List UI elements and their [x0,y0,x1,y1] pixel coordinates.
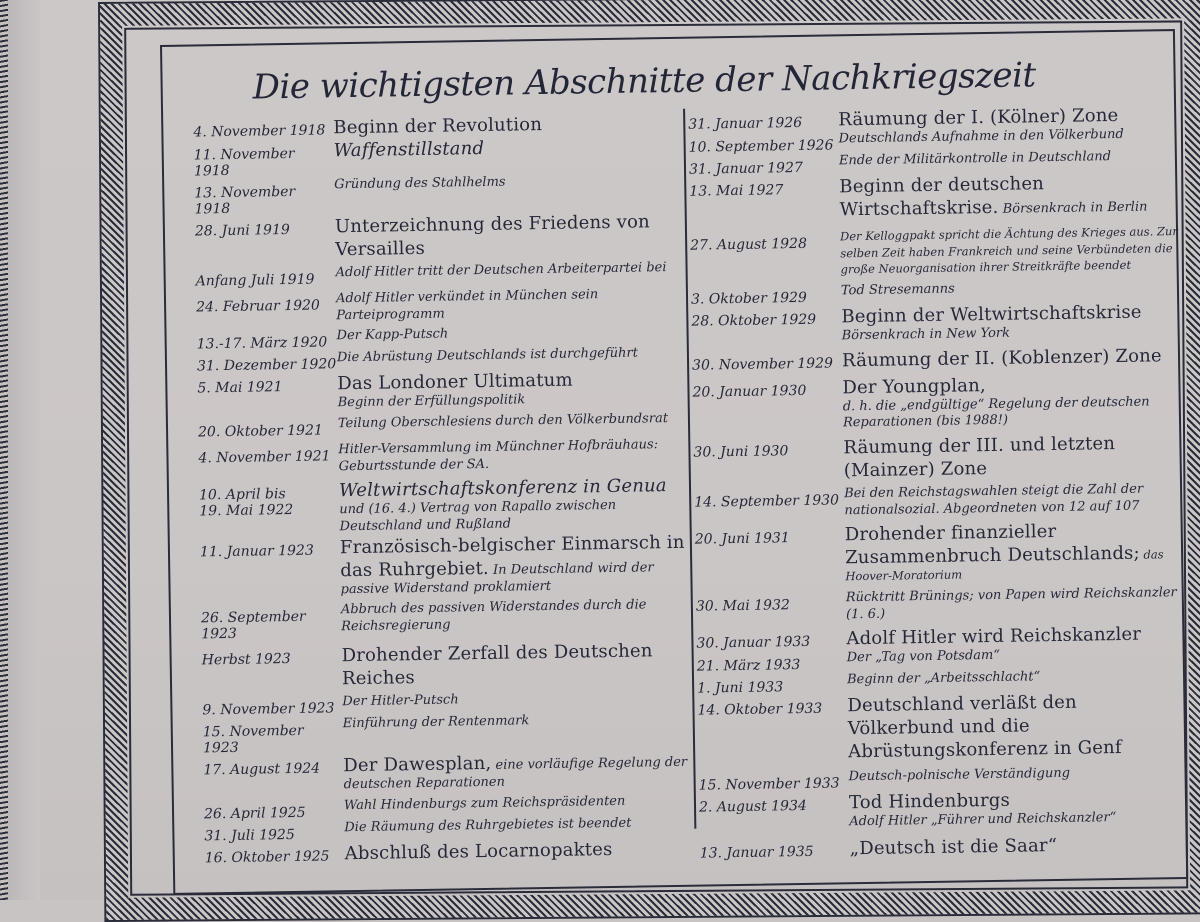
timeline-entry [697,689,1188,766]
entry-event [841,300,1182,345]
entry-date: 16. Oktober 1925 [204,848,330,867]
entry-date: Herbst 1923 [201,651,291,669]
event-text: und (16. 4.) Vertrag von Rapallo zwischen Deutschland und Rußland [339,498,617,535]
event-text: Beginn der „Arbeitsschlacht“ [846,669,1041,688]
event-text: Gründung des Stahlhelms [334,174,506,193]
entry-event [839,170,1180,221]
adjacent-page-edge [0,0,40,900]
timeline-entry [694,481,1184,522]
timeline-entry [696,585,1186,626]
timeline-entry [695,518,1186,588]
timeline-entry [201,597,687,643]
timeline-entry [201,639,687,693]
event-text: Beginn der Revolution [333,114,543,139]
event-text: Bei den Reichstagswahlen steigt die Zahl der nationalsozial. Abgeordneten von 12 auf 107 [844,481,1144,518]
entry-date: 17. August 1924 [203,760,321,779]
event-text: Tod Hindenburgs [848,790,1011,814]
entry-event [343,749,689,794]
event-text: Deutschland verläßt den Völkerbund und die Abrüstungskonferenz in Genf [847,691,1122,763]
entry-event [847,689,1188,763]
timeline-entry [199,474,685,538]
entry-date: 9. November 1923 [202,700,335,719]
timeline-entry [690,224,1181,282]
entry-event [340,530,686,598]
event-text: Drohender Zerfall des Deutschen Reiches [341,640,653,690]
entry-event [845,518,1186,586]
entry-event [338,437,683,476]
event-text: Hitler-Versammlung im Münchner Hofbräuhaus: Geburtsstunde der SA. [338,437,659,474]
entry-event [849,786,1190,831]
event-text: d. h. die „endgültige“ Regelung der deutschen Reparationen (bis 1988!) [842,394,1150,431]
entry-date: 10. September 1926 [688,137,834,156]
timeline-box [160,29,1188,895]
timeline-entry [200,530,686,600]
event-text: Einführung der Rentenmark [342,713,530,732]
entry-event [840,224,1181,279]
event-text: eine vorläufige Regelung der deutschen Reparationen [343,755,688,793]
event-text: Drohender finanzieller Zusammenbruch Deutschlands; [844,521,1140,569]
page-title: Die wichtigsten Abschnitte der Nachkriegszeit [252,55,1036,108]
timeline-column-right [688,103,1190,863]
entry-date: 27. August 1928 [690,235,808,254]
timeline-entry [700,832,1190,863]
event-text: „Deutsch ist die Saar“ [849,834,1058,860]
event-text: Räumung der III. und letzten (Mainzer) Zone [843,432,1116,482]
event-text: Deutschlands Aufnahme in den Völkerbund [838,126,1124,147]
timeline-entry [197,367,683,414]
entry-event [334,134,679,162]
event-text: Französisch-belgischer Einmarsch in das Ruhrgebiet. [339,531,685,581]
timeline-entry [692,371,1183,435]
entry-date: 31. Januar 1927 [688,159,803,178]
entry-date: 21. März 1933 [696,657,801,675]
entry-date: 13. Januar 1935 [699,843,814,862]
entry-date: 3. Oktober 1929 [690,289,808,308]
event-text: Unterzeichnung des Friedens von Versailles [334,211,651,261]
event-text: Beginn der deutschen Wirtschaftskrise. [839,173,1045,221]
timeline-entry [203,749,689,796]
event-text: Wahl Hindenburgs zum Reichspräsidenten [343,793,626,814]
entry-date: 31. Juli 1925 [204,826,295,845]
timeline-entry [691,300,1182,347]
entry-date: 13. November 1918 [194,183,296,218]
entry-event [850,832,1190,860]
entry-date: 11. Januar 1923 [199,542,314,560]
event-text: Der „Tag von Potsdam“ [846,648,1001,666]
entry-date: 13. Mai 1927 [689,182,784,200]
entry-event [842,344,1182,372]
entry-event [841,278,1181,300]
entry-date: 31. Januar 1926 [688,114,803,133]
entry-date: 30. Mai 1932 [695,597,790,615]
entry-event [336,323,681,345]
entry-event [339,474,685,536]
entry-date: 31. Dezember 1920 [196,356,337,375]
event-text: In Deutschland wird der passive Widerstand proklamiert [340,559,654,597]
event-text: Deutsch-polnische Verständigung [848,766,1071,785]
entry-date: 30. Juni 1930 [693,443,789,461]
timeline-entry [196,286,681,327]
timeline-entry [689,170,1180,224]
event-text: Teilung Oberschlesiens durch den Völkerbundsrat [337,411,669,432]
event-text: Abschluß des Locarnopaktes [344,838,613,865]
entry-date: 15. November 1933 [698,775,840,794]
entry-date: 24. Februar 1920 [196,297,320,316]
event-text: Beginn der Erfüllungspolitik [337,392,526,411]
entry-date: 4. November 1918 [193,122,326,141]
event-text: Adolf Hitler tritt der Deutschen Arbeiterpartei bei [335,260,667,281]
entry-date: Anfang Juli 1919 [195,271,315,290]
entry-event [844,481,1184,520]
entry-event [345,837,690,865]
timeline-entry [198,437,683,478]
event-text: Der Youngplan, [842,374,987,398]
entry-date: 30. November 1929 [691,355,834,374]
entry-event [848,764,1188,786]
adjacent-page-border-ornament [0,0,8,900]
event-text: Waffenstillstand [333,137,485,162]
entry-date: 26. April 1925 [203,804,306,823]
entry-date: 5. Mai 1921 [197,379,283,397]
event-text: das Hoover-Moratorium [845,547,1164,584]
entry-event [344,793,689,815]
event-text: Adolf Hitler „Führer und Reichskanzler“ [849,810,1117,830]
event-text: Der Dawesplan, [343,753,492,777]
event-text: Beginn der Weltwirtschaftskrise [841,301,1142,328]
entry-event [842,371,1183,433]
timeline-entry [693,431,1184,485]
event-text: Adolf Hitler verkündet in München sein Parteiprogramm [335,287,599,323]
timeline-entry [196,260,681,290]
entry-date: 26. September 1923 [200,609,306,643]
entry-date: 20. Januar 1930 [692,382,807,401]
entry-event [335,210,681,261]
entry-date: 20. Oktober 1921 [197,422,323,441]
entry-event [843,431,1184,482]
entry-event [341,597,686,636]
entry-date: 1. Juni 1933 [697,679,784,697]
timeline-entry [198,411,683,441]
event-text: Börsenkrach in Berlin [998,199,1148,217]
entry-event [846,585,1186,624]
event-text: Börsenkrach in New York [841,325,1011,344]
entry-date: 15. November 1923 [202,723,304,757]
event-text: Räumung der II. (Koblenzer) Zone [841,344,1162,371]
event-text: Weltwirtschaftskonferenz in Genua [338,475,667,502]
entry-date: 14. September 1930 [694,492,840,511]
event-text: Die Räumung des Ruhrgebietes ist beendet [344,815,632,836]
event-text: Abbruch des passiven Widerstandes durch die Reichsregierung [340,597,647,635]
entry-date: 20. Juni 1931 [694,530,790,548]
entry-date: 11. November 1918 [193,145,295,180]
event-text: Die Abrüstung Deutschlands ist durchgeführt [336,345,639,366]
entry-date: 10. April bis 19. Mai 1922 [198,486,294,520]
event-text: Ende der Militärkontrolle in Deutschland [838,149,1112,169]
entry-event [336,286,681,325]
event-text: Der Kapp-Putsch [336,326,449,344]
entry-date: 2. August 1934 [698,798,807,816]
event-text: Das Londoner Ultimatum [337,369,573,395]
entry-event [335,260,680,282]
entry-event [338,411,683,433]
entry-date: 13.-17. März 1920 [196,334,328,353]
event-text: Räumung der I. (Kölner) Zone [838,104,1119,131]
timeline-entry [195,210,681,264]
entry-event [341,639,687,690]
event-text: Rücktritt Brünings; von Papen wird Reichskanzler (1. 6.) [845,585,1177,622]
entry-date: 14. Oktober 1933 [697,700,823,719]
event-text: Tod Stresemanns [840,281,955,299]
event-text: Der Kelloggpakt spricht die Ächtung des Krieges aus. Zur selben Zeit haben Frankreich und seine Verbündeten die große Neuorganisation ihrer Streitkräfte beendet [839,224,1178,277]
entry-date: 30. Januar 1933 [696,634,811,652]
entry-date: 4. November 1921 [198,448,331,467]
timeline-entry [692,344,1182,375]
entry-date: 28. Juni 1919 [194,222,290,240]
timeline-entry [699,786,1190,833]
timeline-column-left [193,111,690,867]
entry-event [337,367,683,412]
event-text: Der Hitler-Putsch [342,692,459,710]
entry-event [342,689,687,711]
entry-date: 28. Oktober 1929 [691,311,817,330]
event-text: Adolf Hitler wird Reichskanzler [846,623,1142,650]
